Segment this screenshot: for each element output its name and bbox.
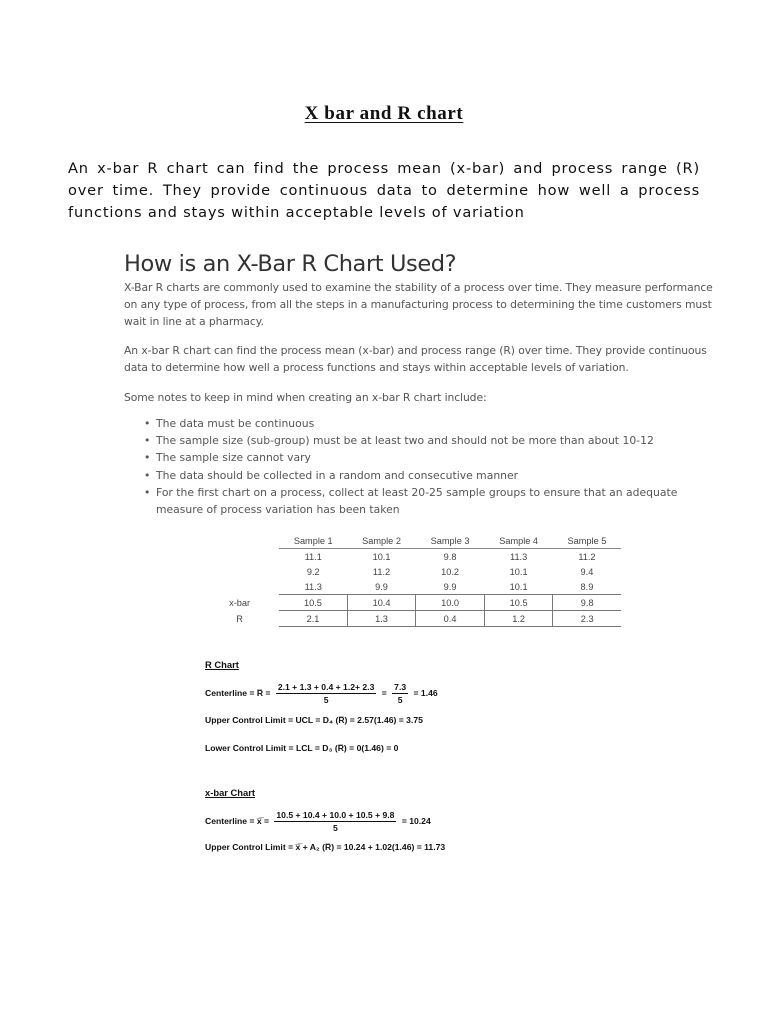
table-row-label	[200, 579, 279, 595]
xbar-centerline-fraction	[274, 810, 396, 833]
table-cell: 9.8	[443, 551, 457, 562]
fraction-numerator: 2.1 + 1.3 + 0.4 + 1.2+ 2.3	[277, 682, 375, 692]
xbar-ucl-formula: Upper Control Limit = x̅̅ + A₂ (R̅) = 10.24 + 1.02(1.46) = 11.73	[205, 842, 446, 852]
table-cell: 10.1	[509, 581, 528, 592]
table-cell: 9.9	[443, 581, 457, 592]
table-cell: 2.1	[279, 611, 347, 627]
table-row	[200, 549, 621, 565]
article-paragraph-1: X-Bar R charts are commonly used to examine the stability of a process over time. They measure performance on any type of process, from all the steps in a manufacturing process to determining the time customers must wait in line at a pharmacy.	[124, 281, 713, 328]
embedded-article-image	[124, 249, 714, 517]
table-cell: 11.3	[304, 581, 322, 592]
table-cell: 9.4	[580, 566, 594, 577]
table-row-xbar	[200, 595, 621, 611]
sample-table	[200, 533, 621, 627]
xbar-chart-heading: x-bar Chart	[205, 787, 256, 798]
table-header-cell: Sample 4	[484, 533, 553, 549]
table-cell: 1.3	[347, 611, 416, 627]
calculation-image	[200, 533, 621, 856]
table-cell: 9.8	[553, 595, 621, 611]
table-header-cell: Sample 1	[279, 533, 347, 549]
document-title	[0, 103, 768, 125]
fraction-denominator: 5	[397, 695, 403, 705]
article-heading: How is an X-Bar R Chart Used?	[124, 251, 457, 277]
table-cell: 2.3	[553, 611, 621, 627]
notes-list-item: • The data must be continuous	[144, 415, 714, 432]
article-paragraph-3: Some notes to keep in mind when creating an x-bar R chart include:	[124, 391, 487, 404]
r-centerline-formula	[205, 682, 438, 705]
table-header-cell: Sample 3	[416, 533, 485, 549]
table-cell: 8.9	[580, 581, 594, 592]
table-cell: 11.2	[578, 551, 596, 562]
notes-list-item: • The sample size (sub-group) must be at least two and should not be more than about 10-12	[144, 432, 714, 449]
table-row-label	[200, 549, 279, 565]
table-cell: 10.4	[347, 595, 416, 611]
r-lcl-formula: Lower Control Limit = LCL = D₃ (R̅) = 0(1.46) = 0	[205, 743, 399, 753]
table-row-label	[200, 564, 279, 579]
xbar-centerline-formula	[205, 810, 431, 833]
article-paragraph-2: An x-bar R chart can find the process mean (x-bar) and process range (R) over time. They provide continuous data to determine how well a process functions and stays within acceptable levels of variation.	[124, 344, 707, 374]
table-header-cell: Sample 5	[553, 533, 621, 549]
table-cell: 10.5	[484, 595, 553, 611]
notes-list-item: • The data should be collected in a random and consecutive manner	[144, 467, 714, 484]
notes-list-item: • For the first chart on a process, collect at least 20-25 sample groups to ensure that an adequate measure of process variation has been taken	[144, 484, 714, 518]
table-cell: 10.5	[279, 595, 347, 611]
table-row	[200, 564, 621, 579]
table-cell: 10.2	[441, 566, 460, 577]
r-centerline-result: = 1.46	[413, 687, 438, 698]
table-cell: 10.0	[416, 595, 485, 611]
table-header-cell: Sample 2	[347, 533, 416, 549]
table-cell: 0.4	[416, 611, 485, 627]
fraction-numerator: 10.5 + 10.4 + 10.0 + 10.5 + 9.8	[276, 810, 395, 820]
table-cell: 10.1	[372, 551, 391, 562]
equals-sign: =	[381, 687, 387, 698]
notes-list	[144, 415, 714, 518]
table-cell: 9.9	[375, 581, 388, 592]
r-centerline-fraction	[276, 682, 377, 705]
xbar-centerline-prefix: Centerline = x̅̅ =	[205, 815, 270, 826]
xbar-centerline-result: = 10.24	[401, 815, 431, 826]
intro-paragraph: An x-bar R chart can find the process mean (x-bar) and process range (R) over time. They provide continuous data to determine how well a process functions and stays within acceptable levels of variation	[68, 160, 700, 221]
r-centerline-prefix: Centerline = R̅ =	[205, 687, 271, 698]
table-header-row	[200, 533, 621, 549]
r-ucl-formula: Upper Control Limit = UCL = D₄ (R̅) = 2.57(1.46) = 3.75	[205, 715, 423, 725]
table-cell: 1.2	[484, 611, 553, 627]
table-corner	[200, 533, 279, 549]
r-chart-heading: R Chart	[205, 659, 239, 670]
table-cell: 11.1	[304, 551, 322, 562]
table-cell: 11.2	[372, 566, 391, 577]
table-cell: 9.2	[306, 566, 320, 577]
table-row-label: R	[236, 613, 243, 624]
table-cell: 10.1	[509, 566, 528, 577]
table-row	[200, 579, 621, 595]
notes-list-item: • The sample size cannot vary	[144, 449, 714, 466]
document-title-text: X bar and R chart	[304, 103, 464, 124]
table-row-r	[200, 611, 621, 627]
r-centerline-fraction-2	[392, 682, 408, 705]
table-row-label: x-bar	[229, 597, 251, 608]
fraction-denominator: 5	[323, 695, 329, 705]
fraction-denominator: 5	[333, 823, 338, 833]
table-cell: 11.3	[510, 551, 528, 562]
fraction-numerator: 7.3	[394, 682, 407, 692]
